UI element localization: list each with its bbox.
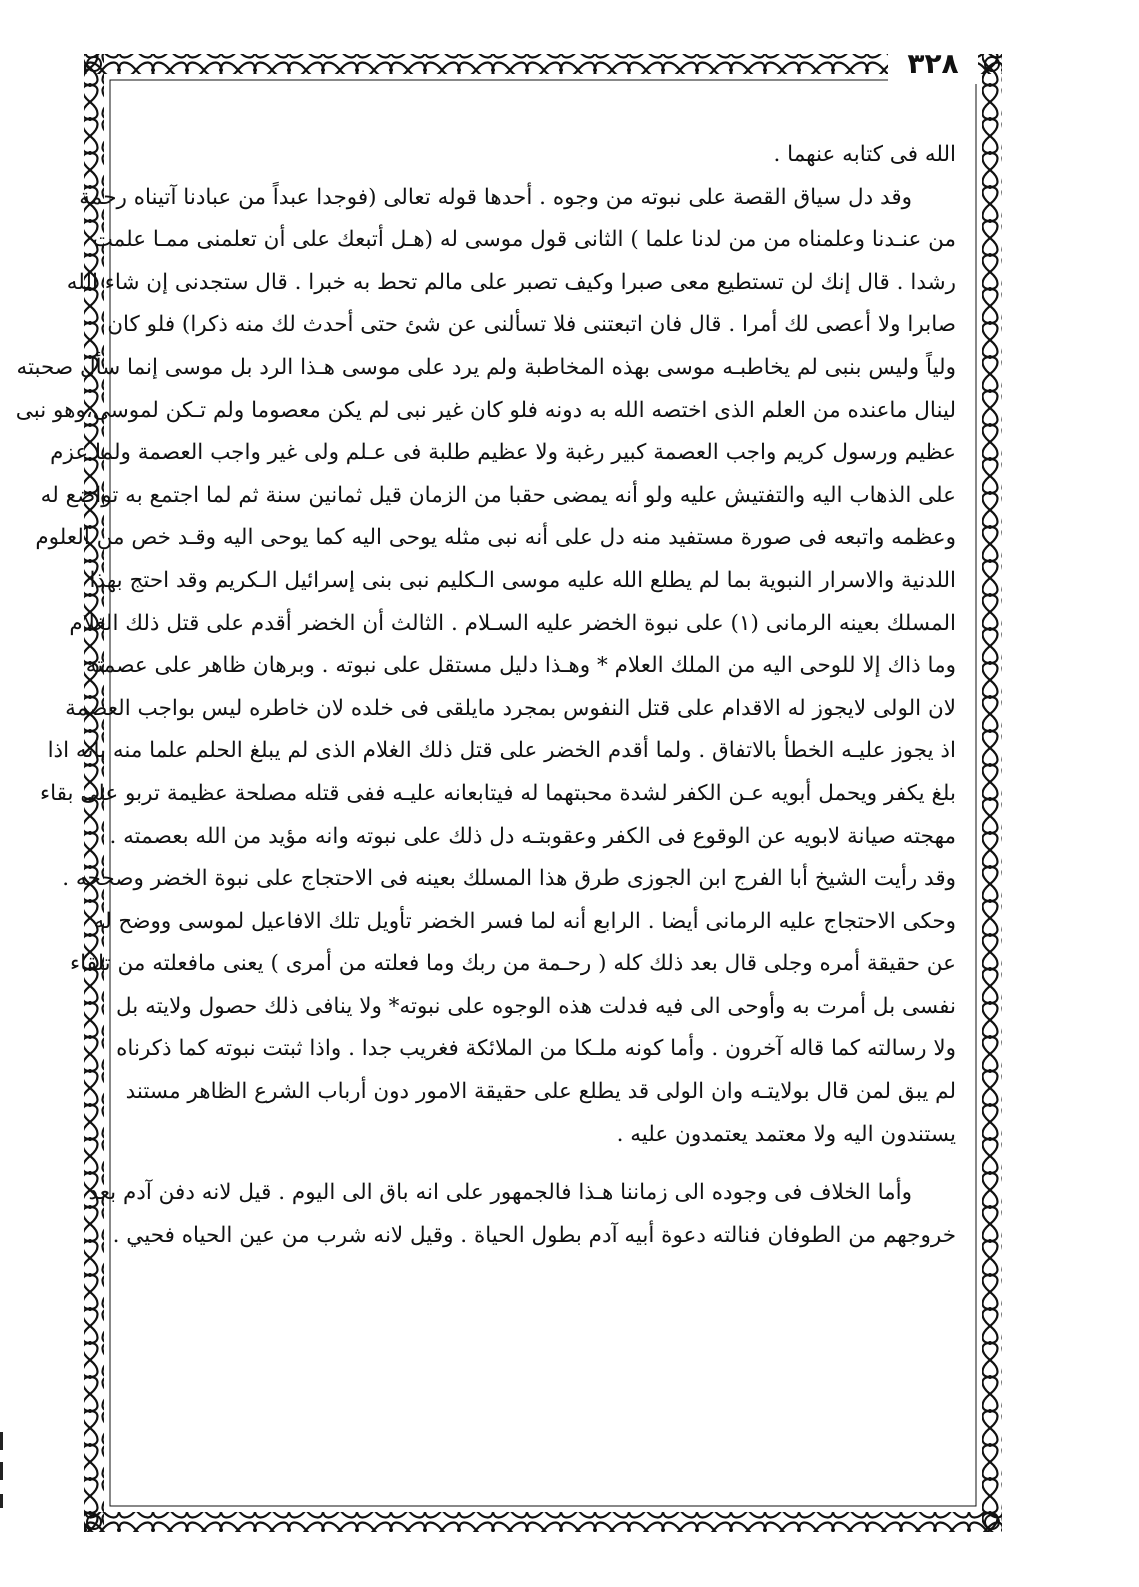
text-line: وقد دل سياق القصة على نبوته من وجوه . أحدها قوله تعالى (فوجدا عبداً من عبادنا آتيناه رحمة: [79, 184, 912, 210]
text-line: بلغ يكفر ويحمل أبويه عـن الكفر لشدة محبتهما له فيتابعانه عليـه ففى قتله مصلحة عظيمة تربو على بقاء: [40, 780, 956, 806]
text-line: اذ يجوز عليـه الخطأ بالاتفاق . ولما أقدم الخضر على قتل ذلك الغلام الذى لم يبلغ الحلم علما منه بانه اذا: [47, 738, 956, 764]
text-line: اللدنية والاسرار النبوية بما لم يطلع الله عليه موسى الـكليم نبى بنى إسرائيل الـكريم وقد احتج بهذا: [89, 567, 956, 593]
text-line: ولياً وليس بنبى لم يخاطبـه موسى بهذه المخاطبة ولم يرد على موسى هـذا الرد بل موسى إنما سأل صحبته: [16, 354, 956, 380]
text-line: صابرا ولا أعصى لك أمرا . قال فان اتبعتنى فلا تسألنى عن شئ حتى أحدث لك منه ذكرا) فلو كان: [107, 312, 956, 338]
paragraph-3: [88, 1172, 956, 1257]
text-line: ولا رسالته كما قاله آخرون . وأما كونه ملـكا من الملائكة فغريب جدا . واذا ثبتت نبوته كما ذكرناه: [116, 1036, 956, 1062]
text-line: لان الولى لايجوز له الاقدام على قتل النفوس بمجرد مايلقى فى خلده لان خاطره ليس بواجب العصمة: [65, 695, 956, 721]
text-line: لم يبق لمن قال بولايتـه وان الولى قد يطلع على حقيقة الامور دون أرباب الشرع الظاهر مستند: [125, 1079, 956, 1105]
text-line: وما ذاك إلا للوحى اليه من الملك العلام * وهـذا دليل مستقل على نبوته . وبرهان ظاهر على عصمته: [85, 653, 956, 679]
text-line: خروجهم من الطوفان فنالته دعوة أبيه آدم بطول الحياة . وقيل لانه شرب من عين الحياه فحيي .: [112, 1222, 956, 1248]
scan-edge-mark: [0, 1432, 3, 1450]
text-line: عظيم ورسول كريم واجب العصمة كبير رغبة ولا عظيم طلبة فى عـلم ولى غير واجب العصمة ولما عزم: [50, 440, 956, 466]
body-text: [15, 134, 956, 1257]
text-line: عن حقيقة أمره وجلى قال بعد ذلك كله ( رحـمة من ربك وما فعلته من أمرى ) يعنى مافعلته من تلقاء: [70, 951, 956, 977]
scan-edge-mark: [0, 1494, 3, 1508]
text-line: مهجته صيانة لابويه عن الوقوع فى الكفر وعقوبتـه دل ذلك على نبوته وانه مؤيد من الله بعصمته .: [109, 823, 956, 849]
text-line: من عنـدنا وعلمناه من من لدنا علما ) الثانى قول موسى له (هـل أتبعك على أن تعلمنى ممـا علمت: [92, 227, 956, 253]
text-line: وحكى الاحتجاج عليه الرمانى أيضا . الرابع أنه لما فسر الخضر تأويل تلك الافاعيل لموسى ووضح له: [93, 908, 956, 934]
paragraph-2: [15, 177, 956, 1157]
text-line: الله فى كتابه عنهما .: [773, 142, 956, 167]
text-line: وعظمه واتبعه فى صورة مستفيد منه دل على أنه نبى مثله يوحى اليه كما يوحى اليه وقـد خص من العلوم: [35, 525, 956, 551]
page-number: ٣٢٨: [888, 44, 978, 84]
text-line: على الذهاب اليه والتفتيش عليه ولو أنه يمضى حقبا من الزمان قيل ثمانين سنة ثم لما اجتمع به تواضع له: [40, 482, 956, 508]
text-line: لينال ماعنده من العلم الذى اختصه الله به دونه فلو كان غير نبى لم يكن معصوما ولم تـكن لموسى،وهو نبى: [15, 397, 956, 423]
text-line: المسلك بعينه الرمانى (١) على نبوة الخضر عليه السـلام . الثالث أن الخضر أقدم على قتل ذلك الغلام: [69, 610, 956, 636]
scan-edge-mark: [0, 1462, 3, 1480]
text-line: يستندون اليه ولا معتمد يعتمدون عليه .: [616, 1121, 956, 1147]
text-line: رشدا . قال إنك لن تستطيع معى صبرا وكيف تصبر على مالم تحط به خبرا . قال ستجدنى إن شاء الله: [66, 269, 956, 295]
text-line: وقد رأيت الشيخ أبا الفرج ابن الجوزى طرق هذا المسلك بعينه فى الاحتجاج على نبوة الخضر وصححه .: [62, 866, 956, 892]
text-line: نفسى بل أمرت به وأوحى الى فيه فدلت هذه الوجوه على نبوته* ولا ينافى ذلك حصول ولايته بل: [116, 993, 956, 1019]
text-line: وأما الخلاف فى وجوده الى زماننا هـذا فالجمهور على انه باق الى اليوم . قيل لانه دفن آدم بعد: [88, 1180, 912, 1206]
paragraph-1: [138, 134, 956, 177]
paragraph-gap: [138, 1156, 956, 1172]
